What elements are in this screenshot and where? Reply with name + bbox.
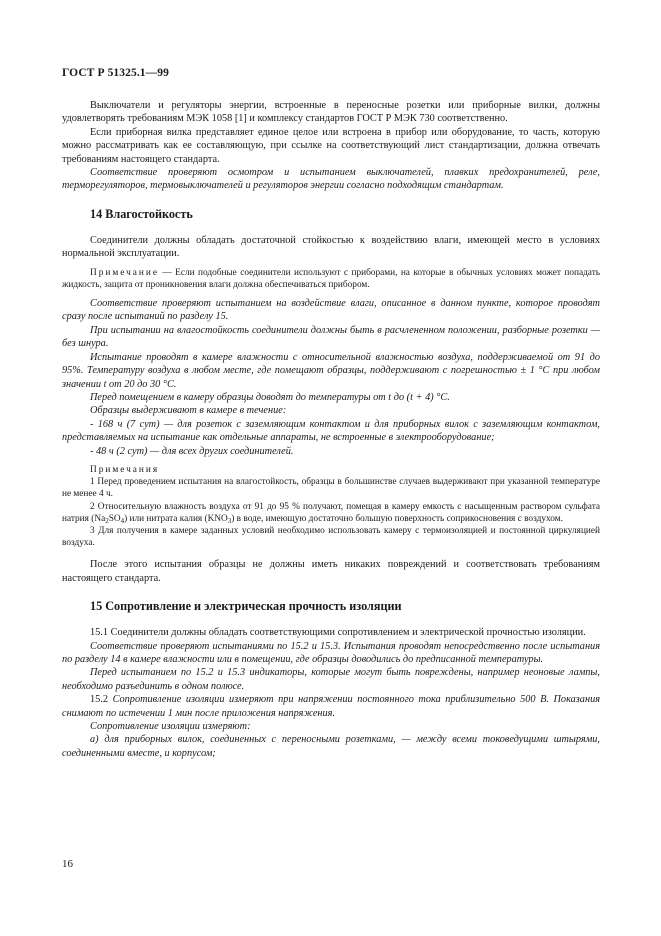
note-text-part: SO: [108, 513, 121, 524]
page-number: 16: [62, 858, 73, 870]
note-label: Примечание: [90, 267, 159, 278]
test-procedure-paragraph: Соответствие проверяют испытаниями по 15.2 и 15.3. Испытания проводят непосредственно после испытания по разделу 14 в камере влажности или в помещении, где образцы доводились до предписанной температуры.: [62, 640, 600, 665]
test-procedure-paragraph: При испытании на влагостойкость соединители должны быть в расчлененном положении, разборные розетки — без шнура.: [62, 324, 600, 350]
note-text-part: ) или нитрата калия (KNO: [124, 513, 228, 524]
body-paragraph: Если приборная вилка представляет единое целое или встроена в прибор или оборудование, то часть, которую можно рассматривать как ее составляющую, при ссылке на соответствующий лист стандартизации, должна отвечать требованиям настоящего стандарта.: [62, 126, 600, 165]
formula-subscript: 2: [105, 516, 109, 525]
note-text: — Если подобные соединители используют с приборами, на которые в обычных условиях может попадать жидкость, защита от проникновения влаги должна обеспечиваться прибором.: [62, 267, 600, 290]
test-procedure-paragraph: Образцы выдерживают в камере в течение:: [90, 405, 287, 417]
note-item: [62, 501, 600, 525]
test-procedure-paragraph: Соответствие проверяют испытанием на воздействие влаги, описанное в данном пункте, которое проводят сразу после испытаний по разделу 15.: [62, 298, 600, 323]
document-body: [62, 99, 600, 760]
body-paragraph: Соединители должны обладать достаточной стойкостью к воздействию влаги, имеющей место в условиях нормальной эксплуатации.: [62, 234, 600, 260]
clause-text: Сопротивление изоляции измеряют при напряжении постоянного тока приблизительно 500 В. Показания снимают по истечении 1 мин после приложения напряжения.: [62, 694, 600, 719]
body-paragraph: 15.1 Соединители должны обладать соответствующими сопротивлением и электрической прочностью изоляции.: [90, 627, 586, 639]
test-procedure-paragraph: Перед испытанием по 15.2 и 15.3 индикаторы, которые могут быть повреждены, например неоновые лампы, необходимо разъединить в одном полюсе.: [62, 667, 600, 692]
body-paragraph: Выключатели и регуляторы энергии, встроенные в переносные розетки или приборные вилки, должны удовлетворять требованиям МЭК 1058 [1] и комплексу стандартов ГОСТ Р МЭК 730 соответственно.: [62, 100, 600, 125]
formula-subscript: 3: [227, 516, 232, 525]
formula-subscript: 4: [120, 516, 125, 525]
section-heading: 15 Сопротивление и электрическая прочность изоляции: [90, 599, 402, 614]
clause-paragraph: [62, 693, 600, 720]
note-paragraph: [62, 267, 600, 291]
clause-number: 15.2: [90, 694, 113, 706]
test-procedure-paragraph: а) для приборных вилок, соединенных с переносными розетками, — между всеми токоведущими штырями, соединенными вместе, и корпусом;: [62, 734, 600, 759]
standard-code-header: ГОСТ Р 51325.1—99: [62, 67, 169, 79]
note-text-part: 2 Относительную влажность воздуха от 91 до 95 % получают, помещая в камеру емкость с насыщенным раствором сульфата натрия (Na: [62, 501, 600, 524]
body-paragraph: После этого испытания образцы не должны иметь никаких повреждений и соответствовать требованиям настоящего стандарта.: [62, 559, 600, 584]
test-procedure-paragraph: - 48 ч (2 сут) — для всех других соединителей.: [90, 445, 294, 457]
test-procedure-paragraph: Сопротивление изоляции измеряют:: [90, 721, 251, 733]
note-item: 3 Для получения в камере заданных условий необходимо использовать камеру с термоизоляцией и постоянной циркуляцией воздуха.: [62, 525, 600, 549]
notes-label: Примечания: [90, 464, 160, 475]
note-item: 1 Перед проведением испытания на влагостойкость, образцы в большинстве случаев выдерживают при указанной температуре не менее 4 ч.: [62, 477, 600, 500]
section-heading: 14 Влагостойкость: [90, 206, 193, 221]
test-procedure-paragraph: Соответствие проверяют осмотром и испытанием выключателей, плавких предохранителей, реле, терморегуляторов, термовыключателей и регуляторов энергии согласно подходящим стандартам.: [62, 167, 600, 192]
test-procedure-paragraph: Испытание проводят в камере влажности с относительной влажностью воздуха, поддерживаемой от 91 до 95%. Температуру воздуха в любом месте, где помещают образцы, поддерживают с погрешностью ± 1 °С при любом значении t от 20 до 30 °С.: [62, 351, 600, 390]
test-procedure-paragraph: Перед помещением в камеру образцы доводят до температуры от t до (t + 4) °С.: [90, 391, 450, 403]
note-text-part: ) в воде, имеющую достаточно большую поверхность соприкосновения с воздухом.: [231, 513, 563, 524]
test-procedure-paragraph: - 168 ч (7 сут) — для розеток с заземляющим контактом и для приборных вилок с заземляющим контактом, представляемых на испытание как отдельные аппараты, не встроенные в электрооборудование;: [62, 418, 600, 444]
